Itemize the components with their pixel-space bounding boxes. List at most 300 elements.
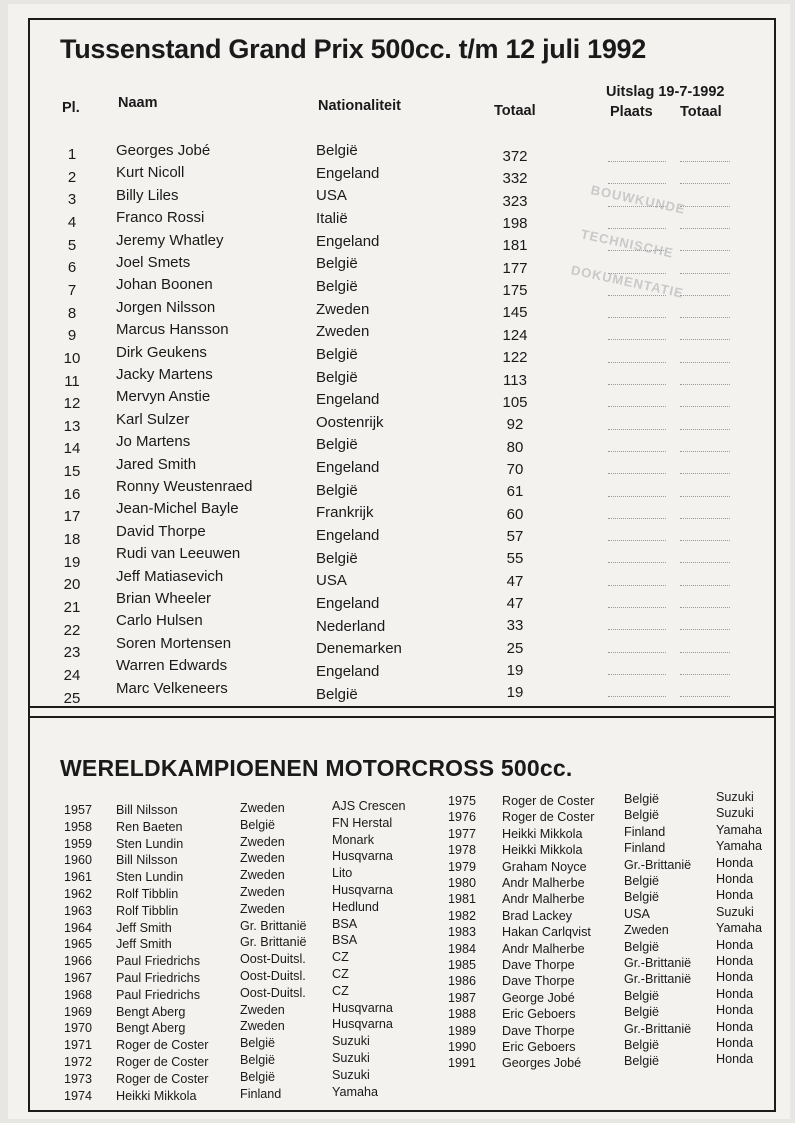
- country-cell: Gr.-Brittanië: [624, 956, 692, 970]
- total-cell: 198: [502, 215, 528, 233]
- name-cell: Kurt Nicoll: [116, 164, 185, 182]
- champion-name-cell: Georges Jobé: [502, 1056, 582, 1071]
- standings-row: [30, 344, 778, 366]
- make-cell: Suzuki: [332, 1067, 370, 1082]
- position-cell: 9: [67, 327, 77, 345]
- name-cell: Jacky Martens: [116, 366, 213, 383]
- blank-fill-line: [680, 170, 730, 184]
- country-cell: België: [240, 1036, 276, 1051]
- total-cell: 33: [506, 617, 524, 635]
- champion-row: [30, 1052, 778, 1073]
- position-cell: 22: [63, 621, 81, 639]
- nationality-cell: Oostenrijk: [316, 413, 384, 431]
- header-uitslag: Uitslag 19-7-1992: [606, 84, 725, 100]
- header-nationaliteit: Nationaliteit: [318, 98, 401, 114]
- standings-row: [30, 411, 778, 433]
- blank-fill-line: [608, 393, 666, 407]
- name-cell: Billy Liles: [116, 186, 179, 204]
- total-cell: 60: [506, 505, 524, 523]
- section-divider: [30, 706, 774, 708]
- champion-row: [30, 1036, 778, 1057]
- country-cell: Zweden: [240, 885, 285, 899]
- name-cell: Jeff Matiasevich: [116, 567, 224, 585]
- champion-name-cell: Heikki Mikkola: [502, 843, 583, 858]
- nationality-cell: Engeland: [316, 232, 380, 250]
- total-cell: 70: [506, 460, 524, 478]
- make-cell: Honda: [716, 1019, 754, 1034]
- make-cell: FN Herstal: [332, 815, 393, 830]
- name-cell: Jorgen Nilsson: [116, 298, 216, 316]
- blank-fill-line: [680, 260, 730, 274]
- champion-name-cell: Roger de Coster: [502, 794, 595, 808]
- position-cell: 15: [63, 463, 81, 481]
- blank-fill-line: [608, 193, 666, 207]
- total-cell: 105: [502, 393, 528, 411]
- standings-row: [30, 657, 778, 684]
- champion-name-cell: Heikki Mikkola: [502, 826, 583, 841]
- year-cell: 1985: [448, 958, 477, 972]
- nationality-cell: Zweden: [316, 323, 370, 341]
- nationality-cell: België: [316, 436, 358, 454]
- standings-row: [30, 142, 778, 164]
- standings-row: [30, 679, 778, 707]
- total-cell: 47: [506, 572, 524, 590]
- country-cell: Finland: [240, 1086, 282, 1101]
- champion-name-cell: Roger de Coster: [116, 1038, 209, 1053]
- make-cell: Yamaha: [716, 822, 762, 837]
- total-cell: 80: [506, 438, 524, 456]
- total-cell: 122: [502, 349, 528, 367]
- blank-fill-line: [608, 683, 666, 697]
- country-cell: Gr.-Brittanië: [624, 972, 692, 987]
- country-cell: Oost-Duitsl.: [240, 985, 306, 1000]
- year-cell: 1979: [448, 859, 477, 874]
- year-cell: 1978: [448, 843, 477, 858]
- country-cell: Zweden: [240, 834, 285, 849]
- make-cell: BSA: [332, 916, 358, 931]
- total-cell: 47: [506, 595, 524, 612]
- blank-fill-line: [608, 371, 666, 385]
- nationality-cell: België: [316, 481, 358, 499]
- position-cell: 13: [63, 417, 81, 435]
- year-cell: 1964: [64, 920, 93, 935]
- show-through-text: DOKUMENTATIE: [569, 262, 686, 301]
- position-cell: 5: [67, 236, 77, 254]
- champion-name-cell: Dave Thorpe: [502, 1023, 575, 1038]
- country-cell: Zweden: [240, 851, 285, 866]
- champion-name-cell: Dave Thorpe: [502, 974, 575, 989]
- year-cell: 1990: [448, 1040, 477, 1054]
- document-page: [8, 4, 790, 1119]
- make-cell: AJS Crescen: [332, 799, 406, 813]
- name-cell: Georges Jobé: [116, 142, 211, 159]
- champions-title: WERELDKAMPIOENEN MOTORCROSS 500cc.: [60, 755, 573, 781]
- blank-fill-line: [608, 260, 666, 274]
- nationality-cell: Nederland: [316, 617, 386, 635]
- champion-name-cell: Sten Lundin: [116, 836, 184, 851]
- make-cell: Husqvarna: [332, 1017, 393, 1032]
- country-cell: België: [624, 792, 660, 806]
- champion-name-cell: Jeff Smith: [116, 920, 172, 935]
- blank-fill-line: [608, 527, 666, 541]
- name-cell: Johan Boonen: [116, 276, 213, 294]
- nationality-cell: België: [316, 255, 358, 273]
- standings-row: [30, 590, 778, 616]
- total-cell: 175: [502, 282, 528, 300]
- section-divider: [30, 716, 774, 718]
- position-cell: 1: [67, 146, 77, 163]
- country-cell: Gr.-Brittanië: [624, 857, 692, 872]
- blank-fill-line: [680, 616, 730, 630]
- blank-fill-line: [608, 572, 666, 586]
- standings-row: [30, 164, 778, 186]
- name-cell: Jo Martens: [116, 433, 191, 451]
- total-cell: 124: [502, 326, 528, 344]
- country-cell: Zweden: [624, 923, 669, 938]
- champion-row: [30, 1019, 778, 1041]
- make-cell: BSA: [332, 933, 358, 948]
- country-cell: Zweden: [240, 868, 285, 883]
- blank-fill-line: [680, 683, 730, 697]
- standings-row: [30, 388, 778, 413]
- position-cell: 11: [64, 372, 80, 390]
- champion-row: [30, 1067, 778, 1089]
- nationality-cell: USA: [316, 187, 347, 205]
- year-cell: 1962: [64, 887, 93, 901]
- blank-fill-line: [680, 237, 730, 251]
- make-cell: Hedlund: [332, 899, 379, 914]
- champion-name-cell: Rolf Tibblin: [116, 887, 179, 901]
- total-cell: 323: [502, 192, 528, 210]
- total-cell: 57: [506, 527, 524, 545]
- country-cell: Zweden: [240, 1019, 285, 1034]
- make-cell: Honda: [716, 937, 754, 952]
- blank-fill-line: [680, 349, 730, 363]
- name-cell: Joel Smets: [116, 254, 191, 271]
- champion-name-cell: Brad Lackey: [502, 908, 573, 923]
- make-cell: Suzuki: [332, 1034, 370, 1049]
- blank-fill-line: [608, 661, 666, 675]
- year-cell: 1975: [448, 794, 477, 808]
- year-cell: 1982: [448, 908, 477, 923]
- position-cell: 8: [67, 304, 77, 322]
- champion-name-cell: Bengt Aberg: [116, 1004, 186, 1019]
- position-cell: 7: [67, 281, 77, 299]
- blank-fill-line: [680, 661, 730, 675]
- year-cell: 1959: [64, 836, 93, 851]
- make-cell: Honda: [716, 1052, 754, 1067]
- position-cell: 4: [67, 213, 77, 231]
- blank-fill-line: [680, 326, 730, 340]
- champion-name-cell: Eric Geboers: [502, 1040, 576, 1054]
- blank-fill-line: [680, 193, 730, 207]
- blank-fill-line: [608, 549, 666, 563]
- blank-fill-line: [608, 282, 666, 296]
- make-cell: Suzuki: [716, 806, 754, 821]
- country-cell: België: [240, 1069, 276, 1084]
- position-cell: 3: [67, 191, 77, 209]
- blank-fill-line: [608, 505, 666, 519]
- country-cell: België: [624, 1005, 660, 1020]
- name-cell: Mervyn Anstie: [116, 388, 211, 406]
- year-cell: 1970: [64, 1021, 93, 1036]
- standings-row: [30, 634, 778, 662]
- make-cell: Yamaha: [716, 921, 762, 936]
- total-cell: 181: [502, 237, 528, 255]
- champion-row: [30, 790, 778, 811]
- header-totaal: Totaal: [494, 103, 536, 119]
- make-cell: Suzuki: [716, 904, 754, 919]
- nationality-cell: Engeland: [316, 164, 380, 182]
- position-cell: 18: [63, 531, 81, 549]
- show-through-text: BOUWKUNDE: [589, 182, 687, 217]
- country-cell: USA: [624, 906, 650, 921]
- year-cell: 1984: [448, 941, 477, 956]
- year-cell: 1973: [64, 1071, 93, 1086]
- name-cell: Jean-Michel Bayle: [116, 500, 239, 518]
- country-cell: België: [624, 1038, 660, 1052]
- year-cell: 1971: [64, 1038, 93, 1053]
- standings-row: [30, 187, 778, 209]
- nationality-cell: België: [316, 277, 358, 295]
- make-cell: Suzuki: [716, 790, 754, 804]
- make-cell: Honda: [716, 954, 754, 968]
- champion-name-cell: Roger de Coster: [502, 810, 595, 825]
- total-cell: 19: [506, 662, 524, 680]
- position-cell: 19: [63, 553, 81, 571]
- total-cell: 61: [506, 483, 524, 501]
- blank-fill-line: [608, 616, 666, 630]
- year-cell: 1958: [64, 819, 93, 834]
- make-cell: Husqvarna: [332, 1000, 393, 1015]
- position-cell: 24: [63, 666, 81, 684]
- name-cell: Ronny Weustenraed: [116, 478, 253, 495]
- make-cell: Lito: [332, 866, 353, 881]
- header-totaal-2: Totaal: [680, 104, 722, 120]
- champion-name-cell: Bengt Aberg: [116, 1021, 186, 1036]
- position-cell: 21: [63, 599, 81, 616]
- total-cell: 92: [506, 416, 524, 434]
- make-cell: Suzuki: [332, 1051, 370, 1065]
- nationality-cell: Engeland: [316, 595, 380, 612]
- champion-name-cell: Graham Noyce: [502, 859, 587, 874]
- country-cell: België: [624, 874, 660, 888]
- name-cell: Jeremy Whatley: [116, 231, 224, 249]
- champion-name-cell: Bill Nilsson: [116, 853, 178, 868]
- standings-row: [30, 455, 778, 481]
- country-cell: Zweden: [240, 901, 285, 916]
- year-cell: 1981: [448, 892, 477, 907]
- champion-name-cell: Eric Geboers: [502, 1007, 576, 1022]
- standings-row: [30, 276, 778, 298]
- name-cell: Brian Wheeler: [116, 590, 212, 607]
- champion-name-cell: Paul Friedrichs: [116, 971, 200, 985]
- blank-fill-line: [608, 170, 666, 184]
- champion-name-cell: Andr Malherbe: [502, 941, 585, 956]
- name-cell: Marcus Hansson: [116, 321, 229, 339]
- standings-row: [30, 254, 778, 276]
- blank-fill-line: [608, 349, 666, 363]
- name-cell: Soren Mortensen: [116, 634, 232, 652]
- year-cell: 1967: [64, 971, 93, 985]
- country-cell: Gr. Brittanië: [240, 918, 307, 933]
- nationality-cell: Frankrijk: [316, 504, 374, 522]
- make-cell: Yamaha: [332, 1084, 378, 1099]
- nationality-cell: Zweden: [316, 300, 370, 318]
- blank-fill-line: [608, 483, 666, 497]
- name-cell: David Thorpe: [116, 522, 206, 540]
- blank-fill-line: [608, 639, 666, 653]
- blank-fill-line: [680, 371, 730, 385]
- blank-fill-line: [680, 215, 730, 229]
- show-through-text: TECHNISCHE: [579, 226, 676, 261]
- blank-fill-line: [608, 460, 666, 474]
- champion-name-cell: Roger de Coster: [116, 1055, 209, 1069]
- year-cell: 1988: [448, 1007, 477, 1022]
- country-cell: Oost-Duitsl.: [240, 969, 306, 983]
- name-cell: Franco Rossi: [116, 209, 205, 227]
- header-naam: Naam: [118, 95, 158, 111]
- country-cell: Zweden: [240, 1002, 285, 1017]
- nationality-cell: Engeland: [316, 391, 380, 409]
- standings-row: [30, 366, 778, 388]
- position-cell: 10: [63, 349, 81, 367]
- champion-name-cell: Heikki Mikkola: [116, 1088, 197, 1103]
- nationality-cell: België: [316, 368, 358, 386]
- blank-fill-line: [680, 438, 730, 452]
- country-cell: België: [624, 890, 660, 905]
- total-cell: 113: [503, 371, 527, 389]
- total-cell: 55: [506, 550, 524, 568]
- name-cell: Dirk Geukens: [116, 343, 207, 361]
- year-cell: 1972: [64, 1055, 93, 1069]
- name-cell: Carlo Hulsen: [116, 612, 203, 630]
- champion-name-cell: George Jobé: [502, 990, 575, 1005]
- country-cell: België: [624, 1054, 660, 1069]
- blank-fill-line: [608, 237, 666, 251]
- position-cell: 17: [63, 508, 81, 526]
- position-cell: 2: [67, 168, 77, 186]
- year-cell: 1980: [448, 876, 477, 890]
- year-cell: 1969: [64, 1004, 93, 1019]
- year-cell: 1957: [64, 803, 93, 817]
- blank-fill-line: [680, 282, 730, 296]
- position-cell: 16: [63, 485, 81, 503]
- make-cell: Yamaha: [716, 839, 762, 854]
- name-cell: Marc Velkeneers: [116, 679, 228, 697]
- make-cell: Honda: [716, 1003, 754, 1018]
- champion-name-cell: Jeff Smith: [116, 937, 172, 952]
- year-cell: 1965: [64, 937, 93, 952]
- total-cell: 372: [502, 148, 528, 165]
- make-cell: Honda: [716, 872, 754, 886]
- year-cell: 1991: [448, 1056, 477, 1071]
- nationality-cell: België: [316, 345, 358, 363]
- standings-row: [30, 500, 778, 526]
- make-cell: Honda: [716, 855, 754, 870]
- blank-fill-line: [608, 326, 666, 340]
- year-cell: 1989: [448, 1023, 477, 1038]
- year-cell: 1983: [448, 925, 477, 940]
- nationality-cell: Engeland: [316, 459, 380, 477]
- page-frame: [28, 18, 776, 1112]
- year-cell: 1986: [448, 974, 477, 989]
- nationality-cell: Engeland: [316, 527, 380, 545]
- nationality-cell: Italië: [316, 209, 348, 227]
- blank-fill-line: [680, 304, 730, 318]
- position-cell: 14: [63, 440, 81, 458]
- position-cell: 23: [63, 644, 81, 662]
- blank-fill-line: [608, 148, 666, 162]
- total-cell: 19: [506, 684, 524, 702]
- champion-name-cell: Hakan Carlqvist: [502, 925, 591, 940]
- blank-fill-line: [608, 438, 666, 452]
- nationality-cell: USA: [316, 572, 347, 590]
- champion-name-cell: Paul Friedrichs: [116, 987, 200, 1002]
- name-cell: Karl Sulzer: [116, 410, 190, 428]
- name-cell: Rudi van Leeuwen: [116, 545, 241, 563]
- champion-name-cell: Bill Nilsson: [116, 803, 178, 817]
- standings-row: [30, 209, 778, 231]
- champion-name-cell: Roger de Coster: [116, 1071, 209, 1086]
- standings-row: [30, 522, 778, 549]
- nationality-cell: België: [316, 142, 358, 159]
- position-cell: 20: [63, 576, 81, 594]
- position-cell: 6: [67, 259, 77, 277]
- header-plaats: Plaats: [610, 104, 653, 120]
- standings-row: [30, 478, 778, 503]
- nationality-cell: Denemarken: [316, 640, 402, 658]
- total-cell: 332: [502, 170, 528, 188]
- country-cell: Zweden: [240, 801, 285, 815]
- blank-fill-line: [608, 215, 666, 229]
- nationality-cell: België: [316, 549, 358, 567]
- country-cell: België: [624, 939, 660, 954]
- name-cell: Jared Smith: [116, 455, 197, 473]
- country-cell: België: [240, 817, 276, 832]
- page-title: Tussenstand Grand Prix 500cc. t/m 12 juli 1992: [60, 34, 646, 64]
- make-cell: Honda: [716, 986, 754, 1001]
- blank-fill-line: [680, 594, 730, 608]
- champion-name-cell: Rolf Tibblin: [116, 903, 179, 918]
- champion-name-cell: Dave Thorpe: [502, 958, 575, 972]
- blank-fill-line: [680, 639, 730, 653]
- standings-row: [30, 612, 778, 639]
- total-cell: 177: [502, 259, 528, 277]
- champion-name-cell: Ren Baeten: [116, 819, 183, 834]
- make-cell: Honda: [716, 970, 754, 985]
- make-cell: Husqvarna: [332, 883, 393, 897]
- country-cell: België: [240, 1053, 276, 1067]
- position-cell: 25: [63, 689, 81, 707]
- total-cell: 145: [502, 304, 528, 322]
- make-cell: CZ: [332, 967, 349, 981]
- year-cell: 1960: [64, 853, 93, 868]
- make-cell: Monark: [332, 832, 374, 847]
- blank-fill-line: [680, 393, 730, 407]
- year-cell: 1974: [64, 1088, 93, 1103]
- year-cell: 1966: [64, 954, 93, 969]
- year-cell: 1961: [64, 870, 93, 885]
- blank-fill-line: [680, 148, 730, 162]
- standings-row: [30, 433, 778, 458]
- position-cell: 12: [63, 395, 81, 413]
- blank-fill-line: [608, 594, 666, 608]
- make-cell: CZ: [332, 983, 349, 998]
- make-cell: Honda: [716, 888, 754, 903]
- country-cell: Gr. Brittanië: [240, 935, 307, 950]
- name-cell: Warren Edwards: [116, 657, 228, 675]
